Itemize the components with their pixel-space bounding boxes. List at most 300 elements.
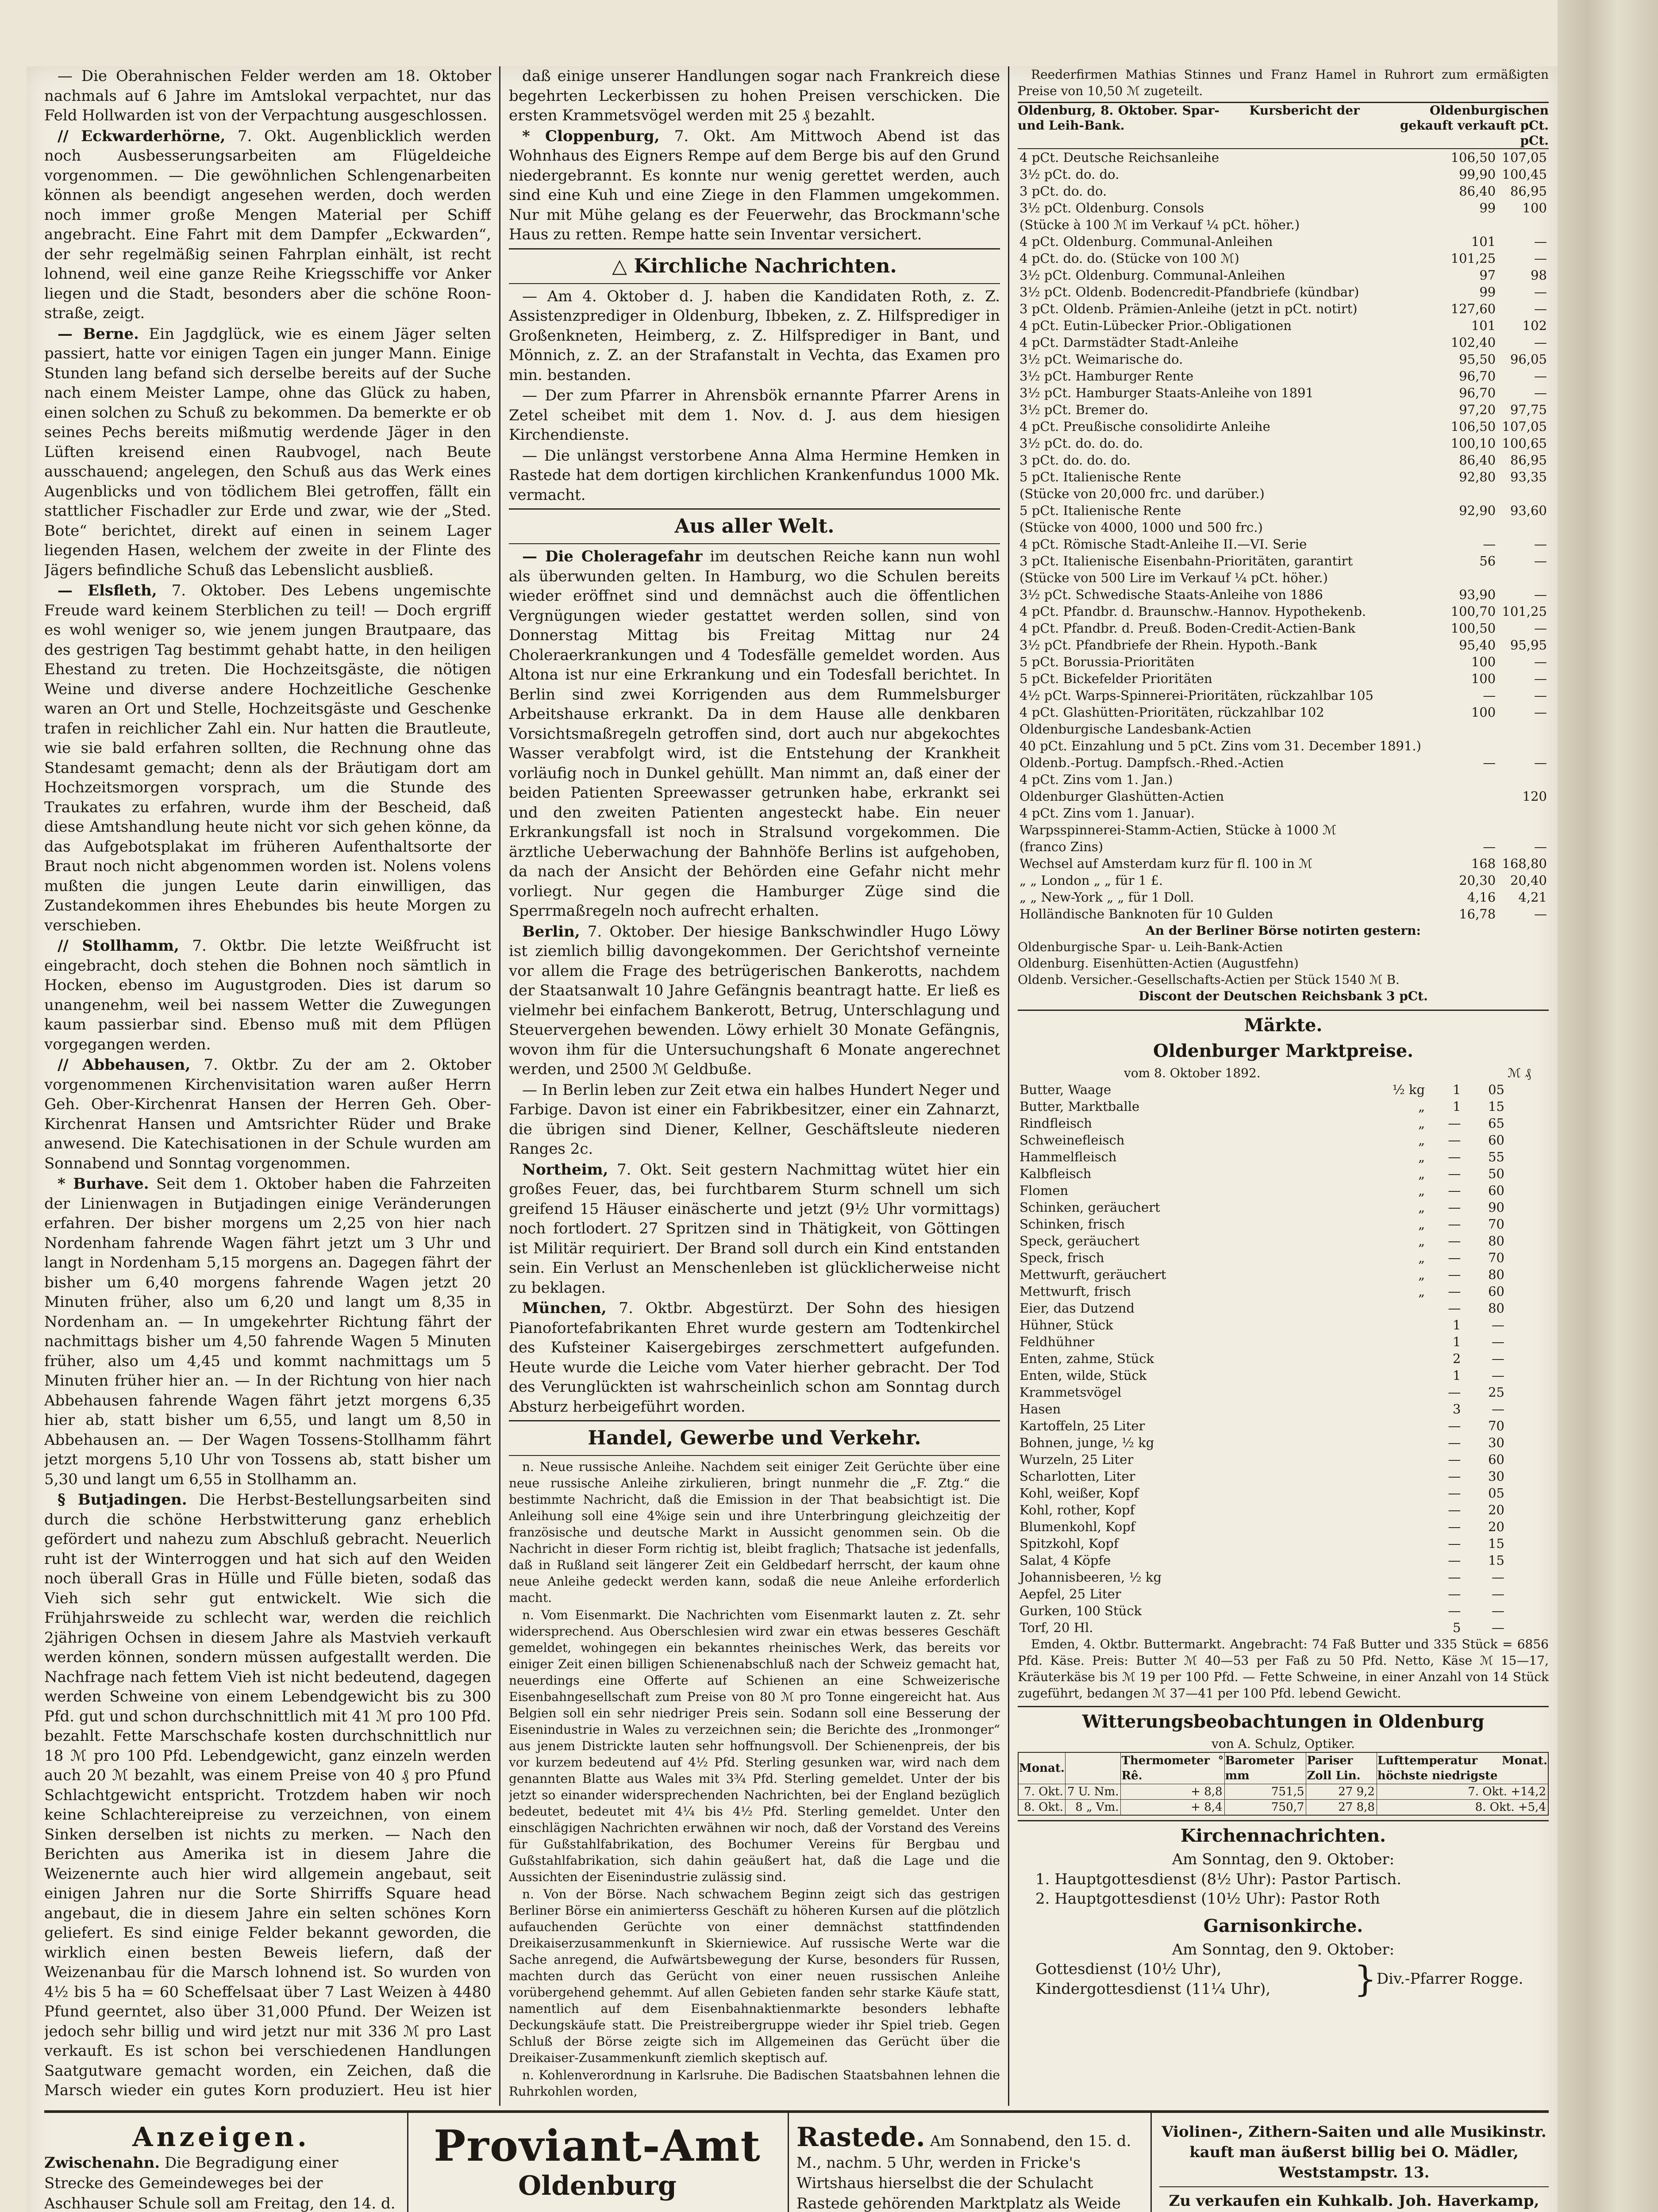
kurs-foot: Oldenburg. Eisenhütten-Actien (Augustfehn)	[1018, 956, 1299, 971]
headline: — Elsfleth,	[58, 582, 157, 599]
kurs-gekauft: 20,30	[1459, 873, 1496, 888]
markt-row	[1018, 1182, 1506, 1199]
kurs-table	[1018, 149, 1549, 922]
markt-pfennig: —	[1492, 1334, 1504, 1349]
kurs-name: 4 pCt. Zins vom 1. Jan.)	[1019, 772, 1173, 787]
kurs-gekauft: 100,50	[1450, 621, 1496, 636]
markt-row	[1018, 1216, 1506, 1233]
kurs-name: „ „ New-York „ „ für 1 Doll.	[1019, 890, 1194, 905]
article-abbehausen	[44, 1055, 491, 1173]
markt-unit: ½ kg	[1392, 1082, 1425, 1097]
markt-row	[1018, 1384, 1506, 1401]
headline: § Butjadingen.	[58, 1491, 187, 1509]
markt-mark: 1	[1452, 1368, 1461, 1383]
article-kohlen: n. Kohlenverordnung in Karlsruhe. Die Badischen Staatsbahnen lehnen die Ruhrkohlen worden,	[509, 2068, 1000, 2099]
markt-unit: „	[1418, 1133, 1425, 1148]
kurs-gekauft: 97,20	[1459, 402, 1496, 417]
markt-unit	[1347, 1502, 1427, 1518]
kurs-name: Oldenburgische Landesbank-Actien	[1019, 722, 1251, 737]
markt-mark: 1	[1452, 1317, 1461, 1333]
ad-right-stack	[1159, 2122, 1549, 2212]
markt-pfennig: 60	[1488, 1183, 1504, 1198]
ad-proviant-amt	[416, 2122, 779, 2212]
markt-pfennig: 30	[1488, 1435, 1504, 1450]
kurs-row	[1018, 469, 1549, 485]
kurs-name: 3½ pCt. do. do. do.	[1019, 436, 1143, 451]
ad-rule	[1150, 2113, 1152, 2212]
kurs-row	[1018, 771, 1549, 788]
markt-item: Flomen	[1019, 1183, 1069, 1198]
wetter-cell: 27 8,8	[1306, 1800, 1377, 1816]
kurs-gekauft: 95,50	[1459, 352, 1496, 367]
wetter-row	[1018, 1784, 1548, 1800]
kurs-row	[1018, 267, 1549, 284]
markt-item: Enten, zahme, Stück	[1019, 1351, 1154, 1366]
article-text: 7. Okt. Augenblicklich werden noch Ausbesserungsarbeiten am Flügeldeiche vorgenommen. — Die gewöhnlichen Schlengenarbeiten können als beendigt angesehen werden, doch werden noch immer große Mengen Material per Schiff angebracht. Eine Fahrt mit dem Dampfer „Eckwarden“, der sehr regelmäßig seinen Fahrplan einhält, ist recht lohnend, weil eine ganze Reihe Kriegsschiffe vor Anker liegen und die Stadt, besonders aber die schöne Roon-straße, zeigt.	[44, 127, 491, 322]
article-text: 7. Oktober. Des Lebens ungemischte Freude ward keinem Sterblichen zu teil! — Doch ergriff es wohl weniger so, wie jenem jungen Brautpaare, das des gestrigen Tag bestimmt gehabt hatte, in den heiligen Ehestand zu treten. Die Hochzeitsgäste, die nötigen Weine und diverse andere Hochzeitliche Geschenke waren an Ort und Stelle, Hochzeitsgäste und Geschenke trafen in reichlicher Zahl ein. Nur hatten die Brautleute, wie sie bald erfahren sollten, die Rechnung ohne das Standesamt gemacht; denn als der Bräutigam dort am Hochzeitsmorgen vorsprach, um die Stunde des Traukates zu erfahren, wurde ihm der Bescheid, daß diese Amtshandlung heute nicht vor sich gehen könne, da das Aufgebotsplakat im früheren Aufenthaltsorte der Braut noch nicht abgenommen worden ist. Nolens volens mußten die jungen Leute darin einwilligen, das Zustandekommen ihres Ehebundes bis heute Morgen zu verschieben.	[44, 582, 491, 934]
ad-text: Am Sonnabend, den 15. d. M., nachm. 5 Uhr, werden in Fricke's Wirtshaus hierselbst die der Schulacht Rastede gehörenden Marktplatz als Weide	[796, 2132, 1131, 2212]
markt-pfennig: 60	[1488, 1452, 1504, 1467]
markt-item: Bohnen, junge, ½ kg	[1019, 1435, 1154, 1450]
markt-pfennig: —	[1492, 1351, 1504, 1366]
markt-item: Schinken, geräuchert	[1019, 1200, 1160, 1215]
garnison-services	[1018, 1959, 1354, 1999]
kurs-verkauft	[1497, 721, 1549, 737]
markt-pfennig: 20	[1488, 1502, 1504, 1517]
markt-mark: —	[1448, 1435, 1461, 1450]
kurs-name: 5 pCt. Borussia-Prioritäten	[1019, 654, 1195, 669]
kurs-row	[1018, 704, 1549, 721]
markt-unit: „	[1418, 1099, 1425, 1114]
markt-item: Krammetsvögel	[1019, 1385, 1122, 1400]
kurs-verkauft	[1497, 569, 1549, 586]
ad-rule	[788, 2113, 789, 2212]
kurs-gekauft: 102,40	[1450, 335, 1496, 350]
kurs-row	[1018, 284, 1549, 300]
kurs-header-right: Oldenburgischen gekauft verkauft pCt. pCt.	[1400, 103, 1549, 148]
markt-item: Mettwurft, geräuchert	[1019, 1267, 1166, 1282]
article-arens: — Der zum Pfarrer in Ahrensbök ernannte Pfarrer Arens in Zetel scheibet mit dem 1. Nov. d. J. aus dem hiesigen Kirchendienste.	[509, 387, 1000, 444]
markt-pfennig: 80	[1488, 1301, 1504, 1316]
article-text: 7. Oktbr. Die letzte Weißfrucht ist eingebracht, doch stehen die Bohnen noch sämtlich in Hocken, ebenso im Augustgroden. Dies ist darum so unangenehm, weil bei nassem Wetter die Zuwegungen kaum passierbar sind. Ebenso muß mit dem Pflügen vorgegangen werden.	[44, 937, 491, 1053]
markt-unit: „	[1418, 1200, 1425, 1215]
kurs-gekauft: 100	[1471, 671, 1496, 686]
kurs-name: 3 pCt. do. do.	[1019, 184, 1107, 199]
markt-item: Johannisbeeren, ½ kg	[1019, 1570, 1162, 1585]
kurs-verkauft: 100	[1522, 200, 1547, 215]
markt-mark: —	[1448, 1250, 1461, 1265]
markt-row	[1018, 1535, 1506, 1552]
markt-unit: „	[1418, 1267, 1425, 1282]
kurs-gekauft: 106,50	[1450, 150, 1496, 165]
column-3	[1018, 66, 1549, 2101]
markt-pfennig: 70	[1488, 1250, 1504, 1265]
markt-mark: —	[1448, 1200, 1461, 1215]
markt-pfennig: 15	[1488, 1536, 1504, 1551]
article-kandidaten: — Am 4. Oktober d. J. haben die Kandidaten Roth, z. Z. Assistenzprediger in Oldenburg, Ibbeken, z. Z. Hilfsprediger in Großenkneten, Heimberg, z. Z. Hilfsprediger in Bant, und Mönnich, z. Z. an der Strafanstalt in Vechta, das Examen pro min. bestanden.	[509, 287, 1000, 384]
article-hemken: — Die unlängst verstorbene Anna Alma Hermine Hemken in Rastede hat dem dortigen kirchlichen Krankenfundus 1000 Mk. vermacht.	[509, 446, 1000, 504]
kirchen-title: Kirchennachrichten.	[1018, 1820, 1549, 1848]
markt-mark: 2	[1452, 1351, 1461, 1366]
markt-mark: —	[1448, 1385, 1461, 1400]
markt-item: Enten, wilde, Stück	[1019, 1368, 1147, 1383]
markt-unit: „	[1418, 1166, 1425, 1181]
kurs-header-mid: Kursbericht der	[1249, 103, 1360, 118]
kurs-row	[1018, 872, 1549, 889]
article-cholera	[509, 547, 1000, 921]
markt-item: Gurken, 100 Stück	[1019, 1603, 1142, 1618]
markt-item: Speck, frisch	[1019, 1250, 1104, 1265]
kurs-verkauft: —	[1534, 705, 1547, 720]
kurs-row	[1018, 519, 1549, 536]
markt-mark: —	[1448, 1452, 1461, 1467]
markt-mark: 1	[1452, 1082, 1461, 1097]
kurs-name: 4 pCt. Darmstädter Stadt-Anleihe	[1019, 335, 1239, 350]
kurs-header-left: Oldenburg, 8. Oktober. Spar- und Leih-Bank.	[1018, 103, 1219, 133]
kurs-gekauft	[1446, 485, 1497, 502]
article-burhave	[44, 1174, 491, 1489]
markt-mark: —	[1448, 1502, 1461, 1517]
markt-mark: —	[1448, 1536, 1461, 1551]
markt-mark: —	[1448, 1418, 1461, 1433]
markt-units: ℳ ₰	[1508, 1066, 1531, 1080]
kurs-row	[1018, 721, 1549, 737]
wetter-cell: 27 9,2	[1306, 1784, 1377, 1800]
markt-date-row	[1018, 1065, 1549, 1081]
article-northeim	[509, 1160, 1000, 1298]
markt-mark: —	[1448, 1116, 1461, 1131]
markt-row	[1018, 1148, 1506, 1165]
kurs-verkauft: —	[1534, 654, 1547, 669]
kurs-row	[1018, 250, 1549, 267]
kurs-row	[1018, 569, 1549, 586]
markt-row	[1018, 1115, 1506, 1132]
kurs-gekauft	[1446, 519, 1497, 536]
kurs-gekauft: 127,60	[1450, 301, 1496, 316]
kurs-name: 3½ pCt. Oldenburg. Communal-Anleihen	[1019, 268, 1285, 283]
markt-table	[1018, 1081, 1506, 1636]
kurs-gekauft: 96,70	[1459, 369, 1496, 384]
kurs-name: 4 pCt. Pfandbr. d. Braunschw.-Hannov. Hypothekenb.	[1019, 604, 1366, 619]
markt-item: Blumenkohl, Kopf	[1019, 1519, 1135, 1534]
markt-item: Hammelfleisch	[1019, 1149, 1117, 1164]
ad-rastede	[796, 2122, 1142, 2212]
kurs-verkauft: —	[1534, 537, 1547, 552]
kurs-verkauft: —	[1534, 755, 1547, 770]
kurs-gekauft: 99	[1479, 284, 1496, 300]
wetter-cell: 750,7	[1224, 1800, 1306, 1816]
kurs-row	[1018, 637, 1549, 653]
kurs-gekauft: 100	[1471, 705, 1496, 720]
kurs-gekauft: 16,78	[1459, 906, 1496, 922]
kurs-gekauft: —	[1483, 755, 1496, 770]
markt-row	[1018, 1518, 1506, 1535]
markt-pfennig: 15	[1488, 1553, 1504, 1568]
article-continued: daß einige unserer Handlungen sogar nach Frankreich diese begehrten Leckerbissen zu hohen Preisen verschicken. Die ersten Krammetsvögel werden mit 25 ₰ bezahlt.	[509, 67, 1000, 124]
kurs-gekauft	[1446, 737, 1497, 754]
kurs-name: „ „ London „ „ für 1 £.	[1019, 873, 1163, 888]
kurs-row	[1018, 418, 1549, 435]
wetter-col-header: Lufttemperatur Monat. höchste niedrigste	[1377, 1752, 1548, 1784]
ad-title: Anzeigen.	[132, 2122, 310, 2153]
kurs-row	[1018, 384, 1549, 401]
ad-maedler: Violinen-, Zithern-Saiten und alle Musikinstr. kauft man äußerst billig bei O. Mädler, Weststampstr. 13.	[1159, 2122, 1549, 2187]
kurs-name: Holländische Banknoten für 10 Gulden	[1019, 906, 1273, 922]
article-text: 7. Oktober. Der hiesige Bankschwindler Hugo Löwy ist ziemlich billig davongekommen. Der Gerichtshof verneinte vor allem die Frage des betrügerischen Bankerotts, nachdem der Staatsanwalt 10 Jahre Gefängnis beantragt hatte. Er ließ es vielmehr bei einfachem Bankerott, Betrug, Unterschlagung und Steuervergehen bewenden. Löwy erhielt 30 Monate Gefängnis, wovon ihm für die Untersuchungshaft 6 Monate angerechnet werden, und 2500 ℳ Geldbuße.	[509, 922, 1000, 1078]
wetter-cell: + 8,8	[1121, 1784, 1224, 1800]
markt-row	[1018, 1199, 1506, 1216]
markt-pfennig: —	[1492, 1603, 1504, 1618]
column-rule	[1008, 66, 1009, 2106]
column-rule	[499, 66, 500, 2106]
markt-mark: 5	[1452, 1620, 1461, 1635]
kurs-gekauft: —	[1483, 839, 1496, 854]
markt-mark: —	[1448, 1267, 1461, 1282]
kurs-name: 4 pCt. Eutin-Lübecker Prior.-Obligationen	[1019, 318, 1292, 333]
markt-pfennig: 55	[1488, 1149, 1504, 1164]
markt-mark: —	[1448, 1486, 1461, 1501]
kurs-gekauft: 99	[1479, 200, 1496, 215]
wetter-subtitle: von A. Schulz, Optiker.	[1212, 1736, 1355, 1751]
kurs-gekauft: 4,16	[1467, 890, 1496, 905]
markt-row	[1018, 1434, 1506, 1451]
headline: * Cloppenburg,	[522, 127, 660, 145]
article-eisenmarkt: n. Vom Eisenmarkt. Die Nachrichten vom Eisenmarkt lauten z. Zt. sehr widersprechend. Aus Oberschlesien wird zwar ein etwas besseres Geschäft gemeldet, wohingegen ein bekanntes rheinisches Werk, das bereits vor einiger Zeit einen billigen Schienenabschluß nach der Schweiz gemacht hat, neuerdings eine Offerte auf Schienen an eine Schweizerische Eisenbahngesellschaft zum Preise von 80 ℳ pro Tonne eingereicht hat. Aus Belgien soll ein sehr niedriger Preis sein. Sodann soll eine Besserung der Eisenindustrie in Wales zu verzeichnen sein; die Berichte des „Ironmonger“ aus jenem Districkte lauten sehr hoffnungsvoll. Der Schienenpreis, der bis vor kurzem bedeutend auf 4½ Pfd. Sterling gesunken war, wird nach dem genannten Blatte aus Wales mit 3¾ Pfd. Sterling gemeldet. Unter der bis jetzt so einander widersprechenden Nachrichten, bei der England bezüglich bedeutet, bedeutet mit 4¼ bis 4½ Pfd. Sterling gemeldet. Unter den einschlägigen Nachrichten erwähnen wir noch, daß der Vorstand des Vereins für Gußstahlfabrikation, des Bochumer Vereins für Bergbau und Gußstahlfabrikation, sich dahin geäußert hat, daß die Lage und die Aussichten der Eisenindustrie zulässig sind.	[509, 1608, 1000, 1884]
kurs-gekauft: 100,10	[1450, 436, 1496, 451]
kurs-row	[1018, 620, 1549, 637]
markt-mark: —	[1448, 1519, 1461, 1534]
wetter-table	[1018, 1752, 1549, 1816]
kurs-verkauft: 97,75	[1510, 402, 1547, 417]
markt-row	[1018, 1333, 1506, 1350]
markt-subtitle: Oldenburger Marktpreise.	[1153, 1041, 1414, 1061]
ad-city: Oldenburg	[518, 2170, 677, 2201]
markt-unit	[1347, 1451, 1427, 1468]
kurs-verkauft	[1497, 737, 1549, 754]
markt-mark: 1	[1452, 1099, 1461, 1114]
kurs-gekauft	[1446, 771, 1497, 788]
markt-pfennig: 70	[1488, 1217, 1504, 1232]
markt-pfennig: 15	[1488, 1099, 1504, 1114]
markt-row	[1018, 1350, 1506, 1367]
kurs-verkauft: 101,25	[1502, 604, 1547, 619]
markt-row	[1018, 1569, 1506, 1586]
kurs-name: (franco Zins)	[1019, 839, 1104, 854]
kurs-verkauft: —	[1534, 553, 1547, 568]
ad-zwischenahn	[44, 2122, 398, 2212]
article-text: 7. Oktbr. Zu der am 2. Oktober vorgenommenen Kirchenvisitation waren außer Herrn Geh. Ober-Kirchenrat Hansen der Herren Geh. Ober-Kirchenrat Hansen und Amtsrichter Rüder und Brake anwesend. Die Katechisationen in der Schule wurden am Sonnabend und Sonntag vorgenommen.	[44, 1056, 491, 1172]
headline: München,	[522, 1299, 607, 1317]
kurs-name: Wechsel auf Amsterdam kurz für fl. 100 in ℳ	[1019, 856, 1313, 871]
ad-rule	[407, 2113, 408, 2212]
kurs-verkauft: 168,80	[1502, 856, 1547, 871]
kurs-verkauft: 107,05	[1502, 419, 1547, 434]
headline: // Abbehausen,	[58, 1056, 191, 1074]
kirchen-line: Am Sonntag, den 9. Oktober:	[1172, 1851, 1395, 1868]
wetter-cell: 8. Okt. +5,4	[1377, 1800, 1548, 1816]
markt-mark: —	[1448, 1603, 1461, 1618]
headline: — Die Choleragefahr	[522, 548, 703, 565]
kurs-name: (Stücke von 20,000 frc. und darüber.)	[1019, 486, 1265, 501]
markt-item: Speck, geräuchert	[1019, 1233, 1139, 1248]
kurs-verkauft	[1497, 216, 1549, 233]
kurs-name: Warpsspinnerei-Stamm-Actien, Stücke à 1000 ℳ	[1019, 822, 1337, 837]
kurs-row	[1018, 149, 1549, 166]
markt-item: Butter, Marktballe	[1019, 1099, 1140, 1114]
article-muenchen	[509, 1298, 1000, 1417]
markt-unit: „	[1418, 1217, 1425, 1232]
kurs-foot: An der Berliner Börse notirten gestern:	[1146, 923, 1421, 938]
garnison-line: Am Sonntag, den 9. Oktober:	[1172, 1940, 1395, 1959]
article-eckwarderhoerne	[44, 127, 491, 323]
section-kirchliche-nachrichten: △ Kirchliche Nachrichten.	[509, 248, 1000, 284]
markt-row	[1018, 1317, 1506, 1333]
article-boerse: n. Von der Börse. Nach schwachem Beginn zeigt sich das gestrigen Berliner Börse ein animierterss Geschäft zu höheren Kursen auf die plötzlich aufauchenden Gerüchte von einer demnächst stattfindenden Dreikaiserzusammenkunft in Skierniewice. Auf russische Werte war die Sache anregend, die Aufwärtsbewegung der Kurse, besonders für Russen, machten durch das Gerücht von einer neuen russischen Anleihe vorübergehend gehemmt. Auf allen Gebieten fanden sehr starke Käufe statt, namentlich auf dem Eisenbahnaktienmarkte besonders lebhafte Deckungskäufe statt. Die Preistreibergruppe wieder ihr Spiel trieb. Gegen Schluß der Börse zeigte sich im Allgemeinen das Gerücht über die Dreikaiser-Zusammenkunft ziemlich skeptisch auf.	[509, 1887, 1000, 2065]
markt-unit	[1347, 1401, 1427, 1417]
kurs-verkauft: 107,05	[1502, 150, 1547, 165]
markt-mark: —	[1448, 1149, 1461, 1164]
markt-unit	[1347, 1333, 1427, 1350]
kurs-name: 3 pCt. Italienische Eisenbahn-Prioritäten, garantirt	[1019, 553, 1353, 568]
kirchen-line: 2. Hauptgottesdienst (10½ Uhr): Pastor Roth	[1035, 1890, 1380, 1908]
kurs-verkauft	[1497, 805, 1549, 822]
markt-pfennig: 60	[1488, 1133, 1504, 1148]
article-cloppenburg	[509, 127, 1000, 245]
markt-item: Wurzeln, 25 Liter	[1019, 1452, 1134, 1467]
markt-mark: —	[1448, 1183, 1461, 1198]
kurs-name: 4 pCt. Zins vom 1. Januar).	[1019, 806, 1195, 821]
markt-unit	[1347, 1485, 1427, 1502]
kurs-row	[1018, 822, 1549, 838]
kurs-row	[1018, 300, 1549, 317]
kurs-row	[1018, 233, 1549, 250]
markt-row	[1018, 1502, 1506, 1518]
markt-item: Kartoffeln, 25 Liter	[1019, 1418, 1145, 1433]
markt-item: Feldhühner	[1019, 1334, 1095, 1349]
kurs-gekauft: 96,70	[1459, 385, 1496, 400]
markt-item: Rindfleisch	[1019, 1116, 1092, 1131]
markt-row	[1018, 1165, 1506, 1182]
markt-pfennig: 70	[1488, 1418, 1504, 1433]
wetter-cell: 7. Okt. +14,2	[1377, 1784, 1548, 1800]
kurs-gekauft	[1446, 721, 1497, 737]
markt-row	[1018, 1552, 1506, 1569]
markt-unit: „	[1418, 1116, 1425, 1131]
ad-kuhkalb: Zu verkaufen ein Kuhkalb. Joh. Haverkamp,	[1159, 2187, 1549, 2212]
article-elsfleth	[44, 581, 491, 935]
kurs-verkauft	[1497, 822, 1549, 838]
markt-pfennig: —	[1492, 1368, 1504, 1383]
kurs-row	[1018, 788, 1549, 805]
kurs-name: 4 pCt. Römische Stadt-Anleihe II.—VI. Serie	[1019, 537, 1307, 552]
kurs-verkauft: 100,65	[1502, 436, 1547, 451]
article-text: 7. Oktbr. Abgestürzt. Der Sohn des hiesigen Pianofortefabrikanten Ehret wurde gestern am Todtenkirchel des Kufsteiner Kaisergebirges zerschmettert aufgefunden. Heute wurde die Leiche vom Vater hierher gebracht. Der Tod des Verunglückten ist wahrscheinlich schon am Sonntag durch Absturz herbeigeführt worden.	[509, 1299, 1000, 1416]
kurs-gekauft: 100	[1471, 654, 1496, 669]
kurs-gekauft	[1446, 569, 1497, 586]
markt-mark: —	[1448, 1469, 1461, 1484]
kurs-name: 3 pCt. do. do. do.	[1019, 453, 1131, 468]
kurs-gekauft: 100,70	[1450, 604, 1496, 619]
markt-item: Schweinefleisch	[1019, 1133, 1125, 1148]
kurs-gekauft: 86,40	[1459, 453, 1496, 468]
markt-title: Märkte.	[1018, 1010, 1549, 1037]
markt-mark: —	[1448, 1217, 1461, 1232]
markt-row	[1018, 1233, 1506, 1249]
wetter-cell: 7. Okt.	[1018, 1784, 1065, 1800]
kurs-row	[1018, 906, 1549, 922]
kurs-gekauft: 101,25	[1450, 251, 1496, 266]
kurs-row	[1018, 166, 1549, 183]
markt-unit	[1347, 1434, 1427, 1451]
markt-unit	[1347, 1535, 1427, 1552]
markt-row	[1018, 1401, 1506, 1417]
kurs-name: 40 pCt. Einzahlung und 5 pCt. Zins vom 31. December 1891.)	[1019, 738, 1421, 753]
kurs-verkauft: 100,45	[1502, 167, 1547, 182]
headline: // Stollhamm,	[58, 937, 179, 955]
kurs-row	[1018, 452, 1549, 469]
ad-headline: Zwischenahn.	[44, 2154, 160, 2172]
kurs-name: 3½ pCt. Hamburger Staats-Anleihe von 1891	[1019, 385, 1314, 400]
markt-unit	[1347, 1518, 1427, 1535]
kurs-name: 3½ pCt. Hamburger Rente	[1019, 369, 1194, 384]
markt-unit: „	[1418, 1183, 1425, 1198]
kurs-verkauft: 4,21	[1518, 890, 1547, 905]
markt-unit	[1347, 1300, 1427, 1317]
markt-pfennig: 80	[1488, 1267, 1504, 1282]
kurs-verkauft: 95,95	[1510, 637, 1547, 653]
kurs-verkauft: 20,40	[1510, 873, 1547, 888]
kurs-verkauft: 93,60	[1510, 503, 1547, 518]
kurs-name: 3½ pCt. Schwedische Staats-Anleihe von 1886	[1019, 587, 1323, 602]
kurs-verkauft: —	[1534, 906, 1547, 922]
article-text: Die Herbst-Bestellungsarbeiten sind durch die schöne Herbstwitterung ganz erheblich gefördert und nahezu zum Abschluß gebracht. Neuerlich ruht ist der Winterroggen und hat sich auf den Weiden noch überall Gras in Hülle und Fülle bieten, sodaß das Vieh sich sehr gut entwickelt. Wie sich die Frühjahrsweide zu schlecht war, werden die reichlich 2jährigen Ochsen in diesem Jahre als Mastvieh verkauft werden können, sondern müssen aufgestallt werden. Die Nachfrage nach fettem Vieh ist nicht bedeutend, dagegen werden Schweine von einem Lebendgewicht bis zu 300 Pfd. gut und schon durchschnittlich mit 41 ℳ pro 100 Pfd. bezahlt. Fette Marschschafe kosten durchschnittlich nur 18 ℳ pro 100 Pfd. Lebendgewicht, ganz einzeln werden auch 20 ℳ bezahlt, was einem Preise von 40 ₰ pro Pfund Schlachtgewicht entspricht. Trotzdem haben wir noch keine Schlachtereipreise zu verzeichnen, von einem Sinken derselben ist nichts zu merken. — Nach den Berichten aus Amerika ist in diesem Jahre die Weizenernte auch hier wird allgemein angebaut, seit einigen Jahren nur die Sorte Shirriffs Square head angebaut, die in diesem Jahre ein selten schönes Korn geliefert. Es sind einige Felder bekannt geworden, die wirklich einen besten Beweis liefern, daß der Weizenanbau für die Marsch lohnend ist. So wurden von 4½ bis 5 ha = 60 Scheffelsaat über 7 Last Weizen à 4480 Pfund geerntet, also über 31,000 Pfund. Der Weizen ist jedoch sehr billig und wird jetzt nur mit 336 ℳ pro Last verkauft. Es ist schon bei verschiedenen Handlungen Saatgutware gemacht worden, ein Zeichen, daß die Marsch wieder ein gutes Korn produziert. Heu ist hier	[44, 1491, 491, 2099]
wetter-col-header: Monat.	[1018, 1752, 1065, 1784]
markt-row	[1018, 1300, 1506, 1317]
markt-item: Eier, das Dutzend	[1019, 1301, 1135, 1316]
markt-item: Kohl, weißer, Kopf	[1019, 1486, 1139, 1501]
markt-item: Scharlotten, Liter	[1019, 1469, 1135, 1484]
kurs-gekauft: —	[1483, 537, 1496, 552]
kurs-gekauft: 92,80	[1459, 469, 1496, 484]
kurs-row	[1018, 502, 1549, 519]
markt-mark: —	[1448, 1301, 1461, 1316]
kurs-name: (Stücke à 100 ℳ im Verkauf ¼ pCt. höher.)	[1019, 217, 1300, 232]
kurs-verkauft: —	[1534, 301, 1547, 316]
kurs-foot: Oldenburgische Spar- u. Leih-Bank-Actien	[1018, 940, 1283, 954]
kurs-name: 3½ pCt. Bremer do.	[1019, 402, 1149, 417]
kurs-row	[1018, 553, 1549, 569]
article-berne	[44, 324, 491, 580]
markt-row	[1018, 1586, 1506, 1602]
kurs-verkauft: 93,35	[1510, 469, 1547, 484]
article-text: Ein Jagdglück, wie es einem Jäger selten passiert, hatte vor einigen Tagen ein junger Mann. Einige Stunden lang befand sich derselbe bereits auf der Suche nach einem Meister Lampe, ohne das Glück zu haben, einen solchen zu Schuß zu bekommen. Da bemerkte er ob seines Pechs bereits mißmutig werdende Jäger in den Lüften kreisend einen Raubvogel, nach Beute ausschauend; angelegen, den Schuß aus das Werk eines Augenblicks und von tödlichem Blei getroffen, fällt ein stattlicher Fischadler zur Erde und zwar, wie der „Sted. Bote“ berichtet, direkt auf einen in seinem Lager liegenden Hasen, welchem der zweite in der Flinte des Jägers befindliche Schuß das Lebenslicht ausbließ.	[44, 325, 491, 579]
markt-row	[1018, 1417, 1506, 1434]
kurs-gekauft: 99,90	[1459, 167, 1496, 182]
section-aus-aller-welt: Aus aller Welt.	[509, 508, 1000, 544]
markt-unit	[1347, 1367, 1427, 1384]
markt-pfennig: —	[1492, 1402, 1504, 1417]
kurs-row	[1018, 855, 1549, 872]
kurs-name: 3½ pCt. Pfandbriefe der Rhein. Hypoth.-Bank	[1019, 637, 1317, 653]
kurs-name: 4 pCt. Oldenburg. Communal-Anleihen	[1019, 234, 1273, 249]
kurs-row	[1018, 805, 1549, 822]
markt-mark: —	[1448, 1284, 1461, 1299]
kurs-foot: Discont der Deutschen Reichsbank 3 pCt.	[1139, 989, 1428, 1003]
markt-unit: „	[1418, 1250, 1425, 1265]
markt-item: Schinken, frisch	[1019, 1217, 1125, 1232]
kurs-name: 4 pCt. Pfandbr. d. Preuß. Boden-Credit-Actien-Bank	[1019, 621, 1356, 636]
markt-pfennig: 20	[1488, 1519, 1504, 1534]
